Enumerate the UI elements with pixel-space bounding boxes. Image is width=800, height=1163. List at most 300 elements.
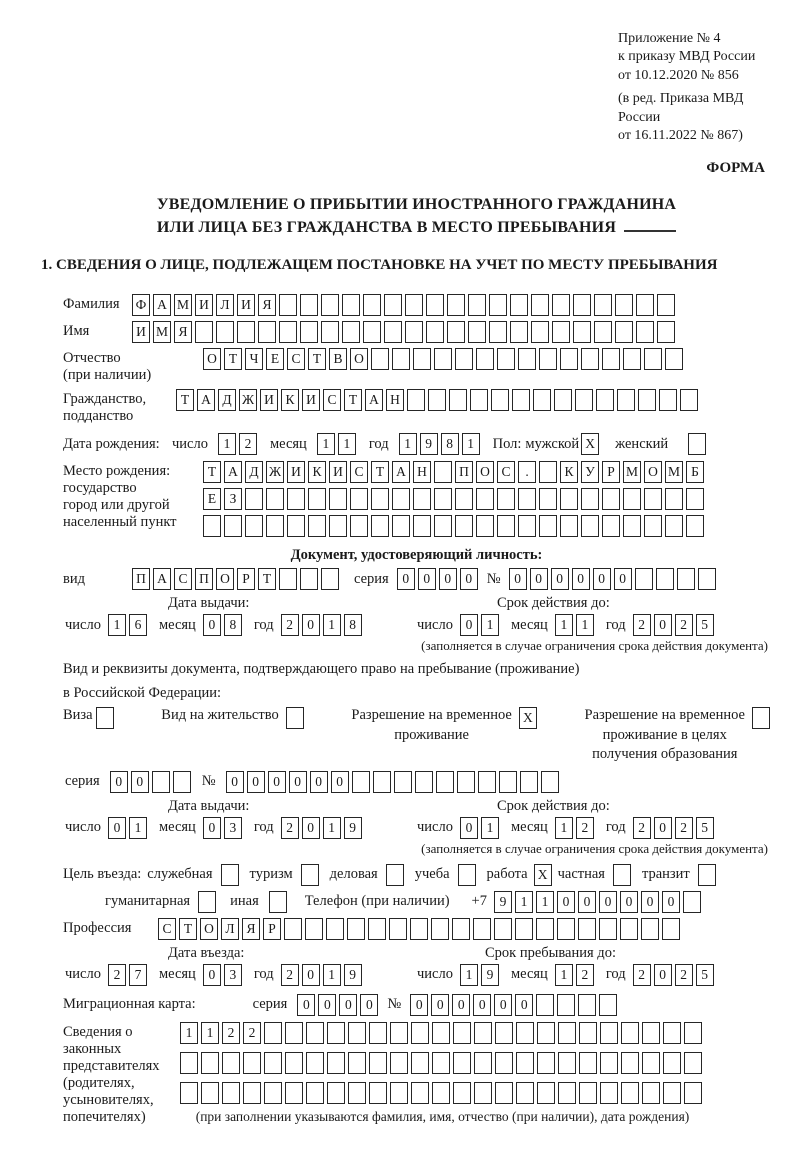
char-box[interactable]: С [497, 461, 515, 483]
char-box[interactable] [449, 389, 467, 411]
char-box[interactable] [221, 864, 239, 886]
char-box[interactable] [575, 389, 593, 411]
char-box[interactable] [552, 294, 570, 316]
char-box[interactable] [458, 864, 476, 886]
purpose-humanitarian-checkbox[interactable] [198, 891, 216, 913]
char-box[interactable] [411, 1022, 429, 1044]
char-box[interactable] [638, 389, 656, 411]
char-box[interactable]: 0 [654, 817, 672, 839]
residence-issue-day-input[interactable] [108, 817, 150, 839]
birth-place-line3-input[interactable] [203, 515, 707, 537]
char-box[interactable] [539, 488, 557, 510]
char-box[interactable] [494, 918, 512, 940]
char-box[interactable]: 0 [297, 994, 315, 1016]
char-box[interactable] [476, 515, 494, 537]
char-box[interactable] [384, 294, 402, 316]
stay-month-input[interactable] [555, 964, 597, 986]
char-box[interactable] [539, 348, 557, 370]
char-box[interactable]: 0 [460, 614, 478, 636]
char-box[interactable] [237, 321, 255, 343]
char-box[interactable]: З [224, 488, 242, 510]
migration-series-input[interactable] [297, 994, 381, 1016]
char-box[interactable] [287, 488, 305, 510]
char-box[interactable] [284, 918, 302, 940]
char-box[interactable] [539, 461, 557, 483]
char-box[interactable]: 0 [331, 771, 349, 793]
char-box[interactable]: 0 [360, 994, 378, 1016]
char-box[interactable]: Т [371, 461, 389, 483]
stay-year-input[interactable] [633, 964, 717, 986]
char-box[interactable] [491, 389, 509, 411]
char-box[interactable] [613, 864, 631, 886]
char-box[interactable] [305, 918, 323, 940]
char-box[interactable]: 0 [439, 568, 457, 590]
char-box[interactable]: П [132, 568, 150, 590]
char-box[interactable] [665, 515, 683, 537]
temp-residence-checkbox[interactable] [519, 707, 537, 729]
char-box[interactable] [578, 918, 596, 940]
char-box[interactable] [581, 348, 599, 370]
char-box[interactable] [371, 515, 389, 537]
char-box[interactable] [348, 1052, 366, 1074]
char-box[interactable] [623, 515, 641, 537]
char-box[interactable] [495, 1022, 513, 1044]
char-box[interactable] [573, 294, 591, 316]
char-box[interactable]: 2 [281, 817, 299, 839]
char-box[interactable] [617, 389, 635, 411]
char-box[interactable] [531, 321, 549, 343]
char-box[interactable]: Д [218, 389, 236, 411]
char-box[interactable] [683, 891, 701, 913]
char-box[interactable] [656, 568, 674, 590]
char-box[interactable] [386, 864, 404, 886]
char-box[interactable]: 7 [129, 964, 147, 986]
char-box[interactable] [599, 918, 617, 940]
char-box[interactable] [602, 488, 620, 510]
char-box[interactable] [327, 1052, 345, 1074]
char-box[interactable] [264, 1052, 282, 1074]
char-box[interactable] [201, 1082, 219, 1104]
birth-place-line2-input[interactable] [203, 488, 707, 510]
char-box[interactable] [698, 568, 716, 590]
char-box[interactable] [536, 994, 554, 1016]
residence-expiry-month-input[interactable] [555, 817, 597, 839]
char-box[interactable]: У [581, 461, 599, 483]
char-box[interactable]: 2 [108, 964, 126, 986]
char-box[interactable]: Л [221, 918, 239, 940]
char-box[interactable]: 0 [578, 891, 596, 913]
char-box[interactable] [350, 515, 368, 537]
char-box[interactable] [518, 488, 536, 510]
profession-input[interactable] [158, 918, 683, 940]
char-box[interactable] [390, 1082, 408, 1104]
char-box[interactable]: 0 [460, 568, 478, 590]
char-box[interactable] [657, 294, 675, 316]
char-box[interactable]: 3 [224, 817, 242, 839]
char-box[interactable] [659, 389, 677, 411]
char-box[interactable] [392, 515, 410, 537]
char-box[interactable]: 0 [339, 994, 357, 1016]
char-box[interactable] [224, 515, 242, 537]
char-box[interactable] [596, 389, 614, 411]
char-box[interactable] [455, 515, 473, 537]
char-box[interactable] [392, 488, 410, 510]
char-box[interactable] [301, 864, 319, 886]
char-box[interactable] [452, 918, 470, 940]
char-box[interactable]: X [519, 707, 537, 729]
char-box[interactable] [306, 1082, 324, 1104]
char-box[interactable]: 8 [224, 614, 242, 636]
char-box[interactable]: 1 [317, 433, 335, 455]
char-box[interactable] [663, 1082, 681, 1104]
char-box[interactable] [516, 1022, 534, 1044]
char-box[interactable]: 0 [654, 964, 672, 986]
char-box[interactable] [389, 918, 407, 940]
char-box[interactable] [434, 488, 452, 510]
char-box[interactable] [306, 1022, 324, 1044]
char-box[interactable] [369, 1082, 387, 1104]
char-box[interactable]: 0 [410, 994, 428, 1016]
char-box[interactable]: 0 [203, 614, 221, 636]
char-box[interactable]: А [392, 461, 410, 483]
char-box[interactable] [600, 1082, 618, 1104]
char-box[interactable]: И [237, 294, 255, 316]
temp-residence-edu-checkbox[interactable] [752, 707, 770, 729]
char-box[interactable] [558, 1052, 576, 1074]
char-box[interactable] [390, 1022, 408, 1044]
char-box[interactable]: 1 [108, 614, 126, 636]
char-box[interactable]: О [216, 568, 234, 590]
char-box[interactable]: 0 [614, 568, 632, 590]
char-box[interactable] [557, 994, 575, 1016]
char-box[interactable] [594, 294, 612, 316]
char-box[interactable] [602, 348, 620, 370]
purpose-transit-checkbox[interactable] [698, 864, 716, 886]
char-box[interactable]: К [560, 461, 578, 483]
char-box[interactable] [635, 568, 653, 590]
char-box[interactable]: В [329, 348, 347, 370]
char-box[interactable]: 0 [494, 994, 512, 1016]
char-box[interactable]: Т [176, 389, 194, 411]
char-box[interactable]: 2 [675, 614, 693, 636]
char-box[interactable]: 0 [654, 614, 672, 636]
char-box[interactable] [558, 1022, 576, 1044]
char-box[interactable]: Ж [239, 389, 257, 411]
char-box[interactable] [531, 294, 549, 316]
char-box[interactable]: 1 [515, 891, 533, 913]
char-box[interactable]: 5 [696, 614, 714, 636]
char-box[interactable]: X [534, 864, 552, 886]
char-box[interactable]: 1 [180, 1022, 198, 1044]
entry-month-input[interactable] [203, 964, 245, 986]
char-box[interactable] [686, 515, 704, 537]
char-box[interactable]: 0 [599, 891, 617, 913]
char-box[interactable] [599, 994, 617, 1016]
char-box[interactable] [342, 294, 360, 316]
char-box[interactable]: 0 [418, 568, 436, 590]
char-box[interactable]: 0 [593, 568, 611, 590]
char-box[interactable] [497, 348, 515, 370]
char-box[interactable] [327, 1082, 345, 1104]
char-box[interactable]: 6 [129, 614, 147, 636]
purpose-business-checkbox[interactable] [221, 864, 239, 886]
char-box[interactable] [308, 515, 326, 537]
char-box[interactable] [474, 1082, 492, 1104]
char-box[interactable]: 0 [310, 771, 328, 793]
char-box[interactable] [222, 1052, 240, 1074]
purpose-work-checkbox[interactable] [534, 864, 552, 886]
char-box[interactable] [642, 1082, 660, 1104]
char-box[interactable]: 1 [201, 1022, 219, 1044]
char-box[interactable] [518, 348, 536, 370]
char-box[interactable] [321, 568, 339, 590]
char-box[interactable] [621, 1082, 639, 1104]
char-box[interactable]: 0 [515, 994, 533, 1016]
char-box[interactable]: Ж [266, 461, 284, 483]
char-box[interactable]: 2 [633, 817, 651, 839]
char-box[interactable]: 1 [460, 964, 478, 986]
char-box[interactable]: 3 [224, 964, 242, 986]
char-box[interactable] [363, 294, 381, 316]
char-box[interactable]: 0 [530, 568, 548, 590]
char-box[interactable] [434, 461, 452, 483]
char-box[interactable] [557, 918, 575, 940]
char-box[interactable]: Н [413, 461, 431, 483]
char-box[interactable] [665, 348, 683, 370]
char-box[interactable] [348, 1022, 366, 1044]
char-box[interactable]: И [329, 461, 347, 483]
char-box[interactable]: 0 [226, 771, 244, 793]
char-box[interactable] [308, 488, 326, 510]
char-box[interactable]: Е [266, 348, 284, 370]
char-box[interactable]: 0 [108, 817, 126, 839]
char-box[interactable] [285, 1022, 303, 1044]
char-box[interactable] [264, 1022, 282, 1044]
char-box[interactable] [665, 488, 683, 510]
char-box[interactable] [539, 515, 557, 537]
char-box[interactable] [243, 1082, 261, 1104]
char-box[interactable] [348, 1082, 366, 1104]
char-box[interactable] [410, 918, 428, 940]
char-box[interactable]: М [153, 321, 171, 343]
purpose-tourism-checkbox[interactable] [301, 864, 319, 886]
char-box[interactable] [581, 515, 599, 537]
char-box[interactable] [476, 348, 494, 370]
char-box[interactable]: Р [263, 918, 281, 940]
char-box[interactable]: 1 [338, 433, 356, 455]
char-box[interactable]: 1 [555, 964, 573, 986]
char-box[interactable] [411, 1082, 429, 1104]
char-box[interactable]: 2 [222, 1022, 240, 1044]
char-box[interactable] [541, 771, 559, 793]
char-box[interactable]: Я [242, 918, 260, 940]
char-box[interactable] [327, 1022, 345, 1044]
residence-issue-year-input[interactable] [281, 817, 365, 839]
char-box[interactable] [560, 348, 578, 370]
doc-issue-day-input[interactable] [108, 614, 150, 636]
legal-reps-line3-input[interactable] [180, 1082, 705, 1104]
char-box[interactable]: 1 [323, 614, 341, 636]
char-box[interactable] [663, 1022, 681, 1044]
migration-number-input[interactable] [410, 994, 620, 1016]
char-box[interactable]: 0 [397, 568, 415, 590]
char-box[interactable] [300, 568, 318, 590]
char-box[interactable] [552, 321, 570, 343]
char-box[interactable]: 5 [696, 964, 714, 986]
char-box[interactable] [573, 321, 591, 343]
char-box[interactable] [426, 321, 444, 343]
char-box[interactable] [518, 515, 536, 537]
citizenship-input[interactable] [176, 389, 701, 411]
char-box[interactable]: 0 [460, 817, 478, 839]
char-box[interactable] [453, 1022, 471, 1044]
entry-year-input[interactable] [281, 964, 365, 986]
char-box[interactable] [407, 389, 425, 411]
purpose-other-checkbox[interactable] [269, 891, 287, 913]
char-box[interactable] [434, 515, 452, 537]
char-box[interactable]: О [203, 348, 221, 370]
char-box[interactable]: Б [686, 461, 704, 483]
residence-number-input[interactable] [226, 771, 562, 793]
char-box[interactable]: 2 [576, 964, 594, 986]
char-box[interactable] [347, 918, 365, 940]
char-box[interactable] [516, 1052, 534, 1074]
char-box[interactable] [180, 1052, 198, 1074]
char-box[interactable]: С [350, 461, 368, 483]
char-box[interactable] [579, 1052, 597, 1074]
legal-reps-line2-input[interactable] [180, 1052, 705, 1074]
char-box[interactable] [499, 771, 517, 793]
char-box[interactable]: Ч [245, 348, 263, 370]
char-box[interactable]: 5 [696, 817, 714, 839]
char-box[interactable] [536, 918, 554, 940]
char-box[interactable] [394, 771, 412, 793]
char-box[interactable] [434, 348, 452, 370]
char-box[interactable]: X [581, 433, 599, 455]
phone-input[interactable] [494, 891, 704, 913]
char-box[interactable] [203, 515, 221, 537]
birth-place-line1-input[interactable] [203, 461, 707, 483]
char-box[interactable] [216, 321, 234, 343]
char-box[interactable] [180, 1082, 198, 1104]
char-box[interactable]: А [153, 294, 171, 316]
char-box[interactable] [602, 515, 620, 537]
char-box[interactable]: 0 [431, 994, 449, 1016]
char-box[interactable] [428, 389, 446, 411]
char-box[interactable] [688, 433, 706, 455]
char-box[interactable] [489, 321, 507, 343]
female-checkbox[interactable] [688, 433, 706, 455]
char-box[interactable] [195, 321, 213, 343]
char-box[interactable] [686, 488, 704, 510]
char-box[interactable] [352, 771, 370, 793]
char-box[interactable]: 8 [441, 433, 459, 455]
char-box[interactable]: Т [224, 348, 242, 370]
char-box[interactable] [520, 771, 538, 793]
char-box[interactable] [677, 568, 695, 590]
char-box[interactable]: Е [203, 488, 221, 510]
char-box[interactable] [413, 348, 431, 370]
char-box[interactable] [287, 515, 305, 537]
char-box[interactable]: К [281, 389, 299, 411]
char-box[interactable] [405, 294, 423, 316]
char-box[interactable] [279, 321, 297, 343]
char-box[interactable]: 9 [344, 817, 362, 839]
legal-reps-line1-input[interactable] [180, 1022, 705, 1044]
char-box[interactable]: 1 [399, 433, 417, 455]
doc-series-input[interactable] [397, 568, 481, 590]
char-box[interactable] [642, 1052, 660, 1074]
char-box[interactable]: 1 [323, 964, 341, 986]
char-box[interactable] [431, 918, 449, 940]
purpose-commercial-checkbox[interactable] [386, 864, 404, 886]
char-box[interactable] [698, 864, 716, 886]
char-box[interactable] [621, 1022, 639, 1044]
char-box[interactable]: 0 [572, 568, 590, 590]
char-box[interactable] [644, 348, 662, 370]
surname-input[interactable] [132, 294, 678, 316]
char-box[interactable] [497, 515, 515, 537]
char-box[interactable] [264, 1082, 282, 1104]
char-box[interactable]: 9 [481, 964, 499, 986]
char-box[interactable] [411, 1052, 429, 1074]
char-box[interactable]: А [224, 461, 242, 483]
char-box[interactable]: 1 [481, 817, 499, 839]
char-box[interactable] [285, 1052, 303, 1074]
char-box[interactable] [173, 771, 191, 793]
char-box[interactable]: 1 [536, 891, 554, 913]
char-box[interactable] [473, 918, 491, 940]
char-box[interactable] [512, 389, 530, 411]
char-box[interactable]: 1 [555, 614, 573, 636]
char-box[interactable] [600, 1022, 618, 1044]
char-box[interactable] [636, 321, 654, 343]
char-box[interactable] [662, 918, 680, 940]
doc-number-input[interactable] [509, 568, 719, 590]
char-box[interactable] [516, 1082, 534, 1104]
char-box[interactable] [368, 918, 386, 940]
char-box[interactable] [455, 348, 473, 370]
char-box[interactable] [578, 994, 596, 1016]
char-box[interactable] [329, 488, 347, 510]
char-box[interactable]: А [153, 568, 171, 590]
char-box[interactable] [453, 1082, 471, 1104]
char-box[interactable] [198, 891, 216, 913]
char-box[interactable]: 2 [675, 964, 693, 986]
char-box[interactable] [600, 1052, 618, 1074]
char-box[interactable] [620, 918, 638, 940]
char-box[interactable]: Т [344, 389, 362, 411]
char-box[interactable]: 9 [494, 891, 512, 913]
char-box[interactable]: 1 [555, 817, 573, 839]
char-box[interactable]: Д [245, 461, 263, 483]
char-box[interactable] [474, 1022, 492, 1044]
char-box[interactable] [306, 1052, 324, 1074]
purpose-private-checkbox[interactable] [613, 864, 631, 886]
char-box[interactable] [558, 1082, 576, 1104]
doc-expiry-month-input[interactable] [555, 614, 597, 636]
char-box[interactable]: 0 [620, 891, 638, 913]
char-box[interactable] [326, 918, 344, 940]
char-box[interactable] [537, 1022, 555, 1044]
char-box[interactable] [279, 294, 297, 316]
char-box[interactable] [663, 1052, 681, 1074]
char-box[interactable]: 1 [481, 614, 499, 636]
char-box[interactable] [641, 918, 659, 940]
residence-permit-checkbox[interactable] [286, 707, 304, 729]
char-box[interactable] [152, 771, 170, 793]
char-box[interactable] [594, 321, 612, 343]
